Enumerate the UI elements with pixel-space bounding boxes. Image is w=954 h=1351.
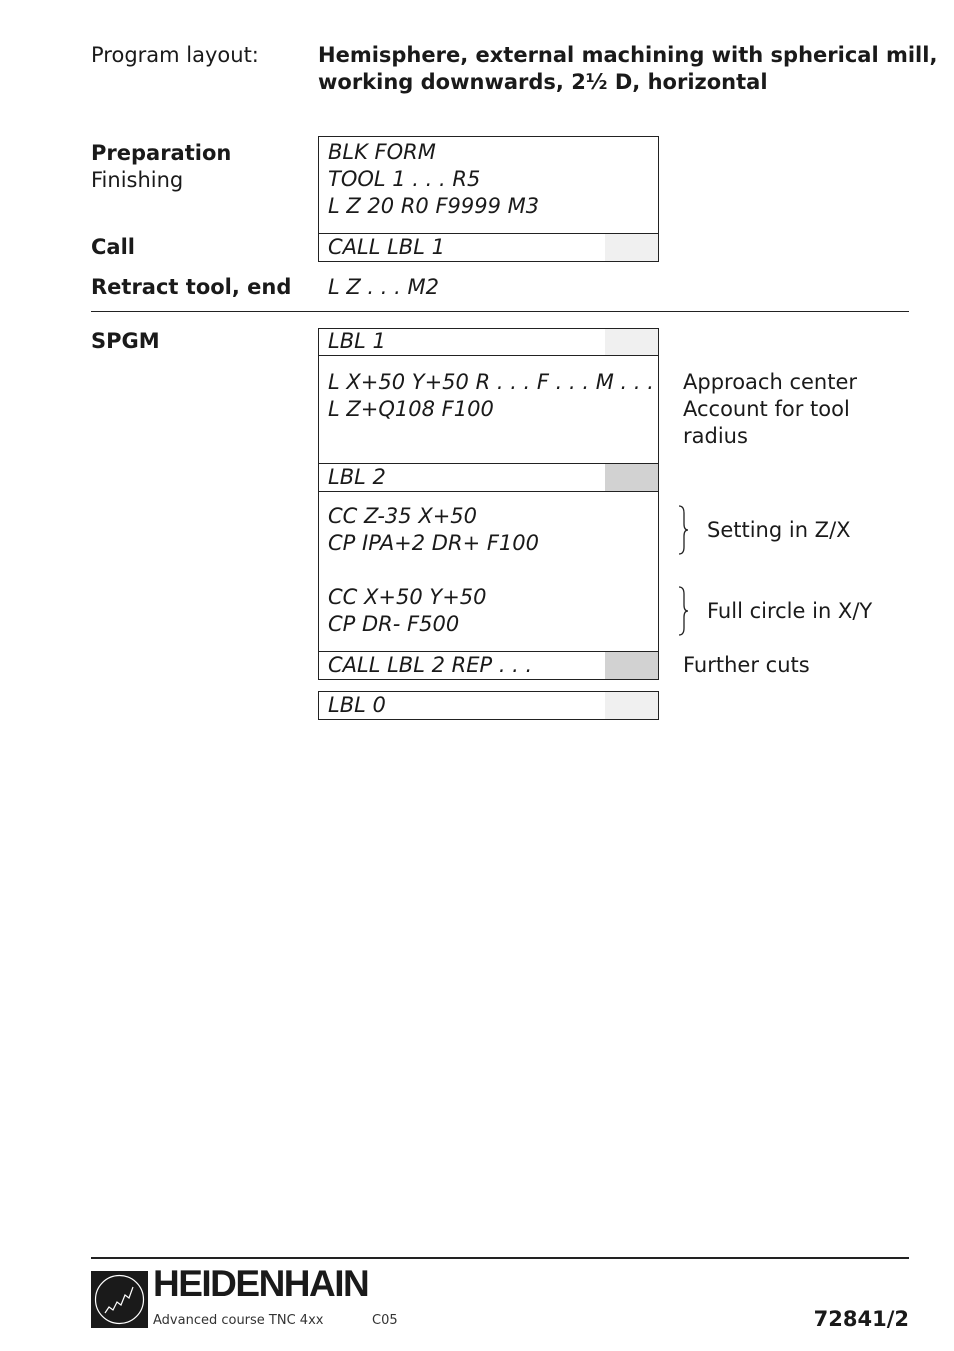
comment-account-tool: Account for tool (683, 397, 850, 421)
program-title-line1: Hemisphere, external machining with spherical mill, (318, 43, 938, 67)
code-call-lbl1: CALL LBL 1 (328, 235, 445, 259)
code-lz-m2: L Z . . . M2 (328, 275, 439, 299)
code-blk-form: BLK FORM (328, 140, 436, 164)
section-divider (91, 311, 909, 312)
course-code: C05 (372, 1313, 398, 1328)
heidenhain-logo-icon (91, 1271, 148, 1328)
code-call-lbl2: CALL LBL 2 REP . . . (328, 653, 533, 677)
code-lbl1: LBL 1 (328, 329, 386, 353)
code-lbl0: LBL 0 (328, 693, 386, 717)
code-lbl2: LBL 2 (328, 465, 386, 489)
comment-full-circle: Full circle in X/Y (707, 599, 873, 623)
spgm-label: SPGM (91, 329, 160, 353)
code-lzq: L Z+Q108 F100 (328, 397, 494, 421)
code-cc-xy: CC X+50 Y+50 (328, 585, 487, 609)
program-title-line2: working downwards, 2½ D, horizontal (318, 70, 768, 94)
code-cp-dr: CP DR- F500 (328, 612, 460, 636)
footer-divider (91, 1257, 909, 1259)
comment-radius: radius (683, 424, 748, 448)
finishing-label: Finishing (91, 168, 184, 192)
code-lxy: L X+50 Y+50 R . . . F . . . M . . . (328, 370, 654, 394)
brace-icon-setting (674, 505, 690, 555)
brand-name: HEIDENHAIN (153, 1263, 369, 1304)
call-label: Call (91, 235, 135, 259)
comment-setting-zx: Setting in Z/X (707, 518, 851, 542)
code-cc-zx: CC Z-35 X+50 (328, 504, 478, 528)
document-number: 72841/2 (813, 1307, 909, 1331)
program-layout-label: Program layout: (91, 43, 259, 67)
retract-label: Retract tool, end (91, 275, 292, 299)
preparation-label: Preparation (91, 141, 232, 165)
comment-further-cuts: Further cuts (683, 653, 810, 677)
code-cp-ipa: CP IPA+2 DR+ F100 (328, 531, 540, 555)
comment-approach-center: Approach center (683, 370, 858, 394)
code-lz20: L Z 20 R0 F9999 M3 (328, 194, 540, 218)
course-name: Advanced course TNC 4xx (153, 1313, 324, 1328)
code-tool: TOOL 1 . . . R5 (328, 167, 481, 191)
brace-icon-fullcircle (674, 586, 690, 636)
